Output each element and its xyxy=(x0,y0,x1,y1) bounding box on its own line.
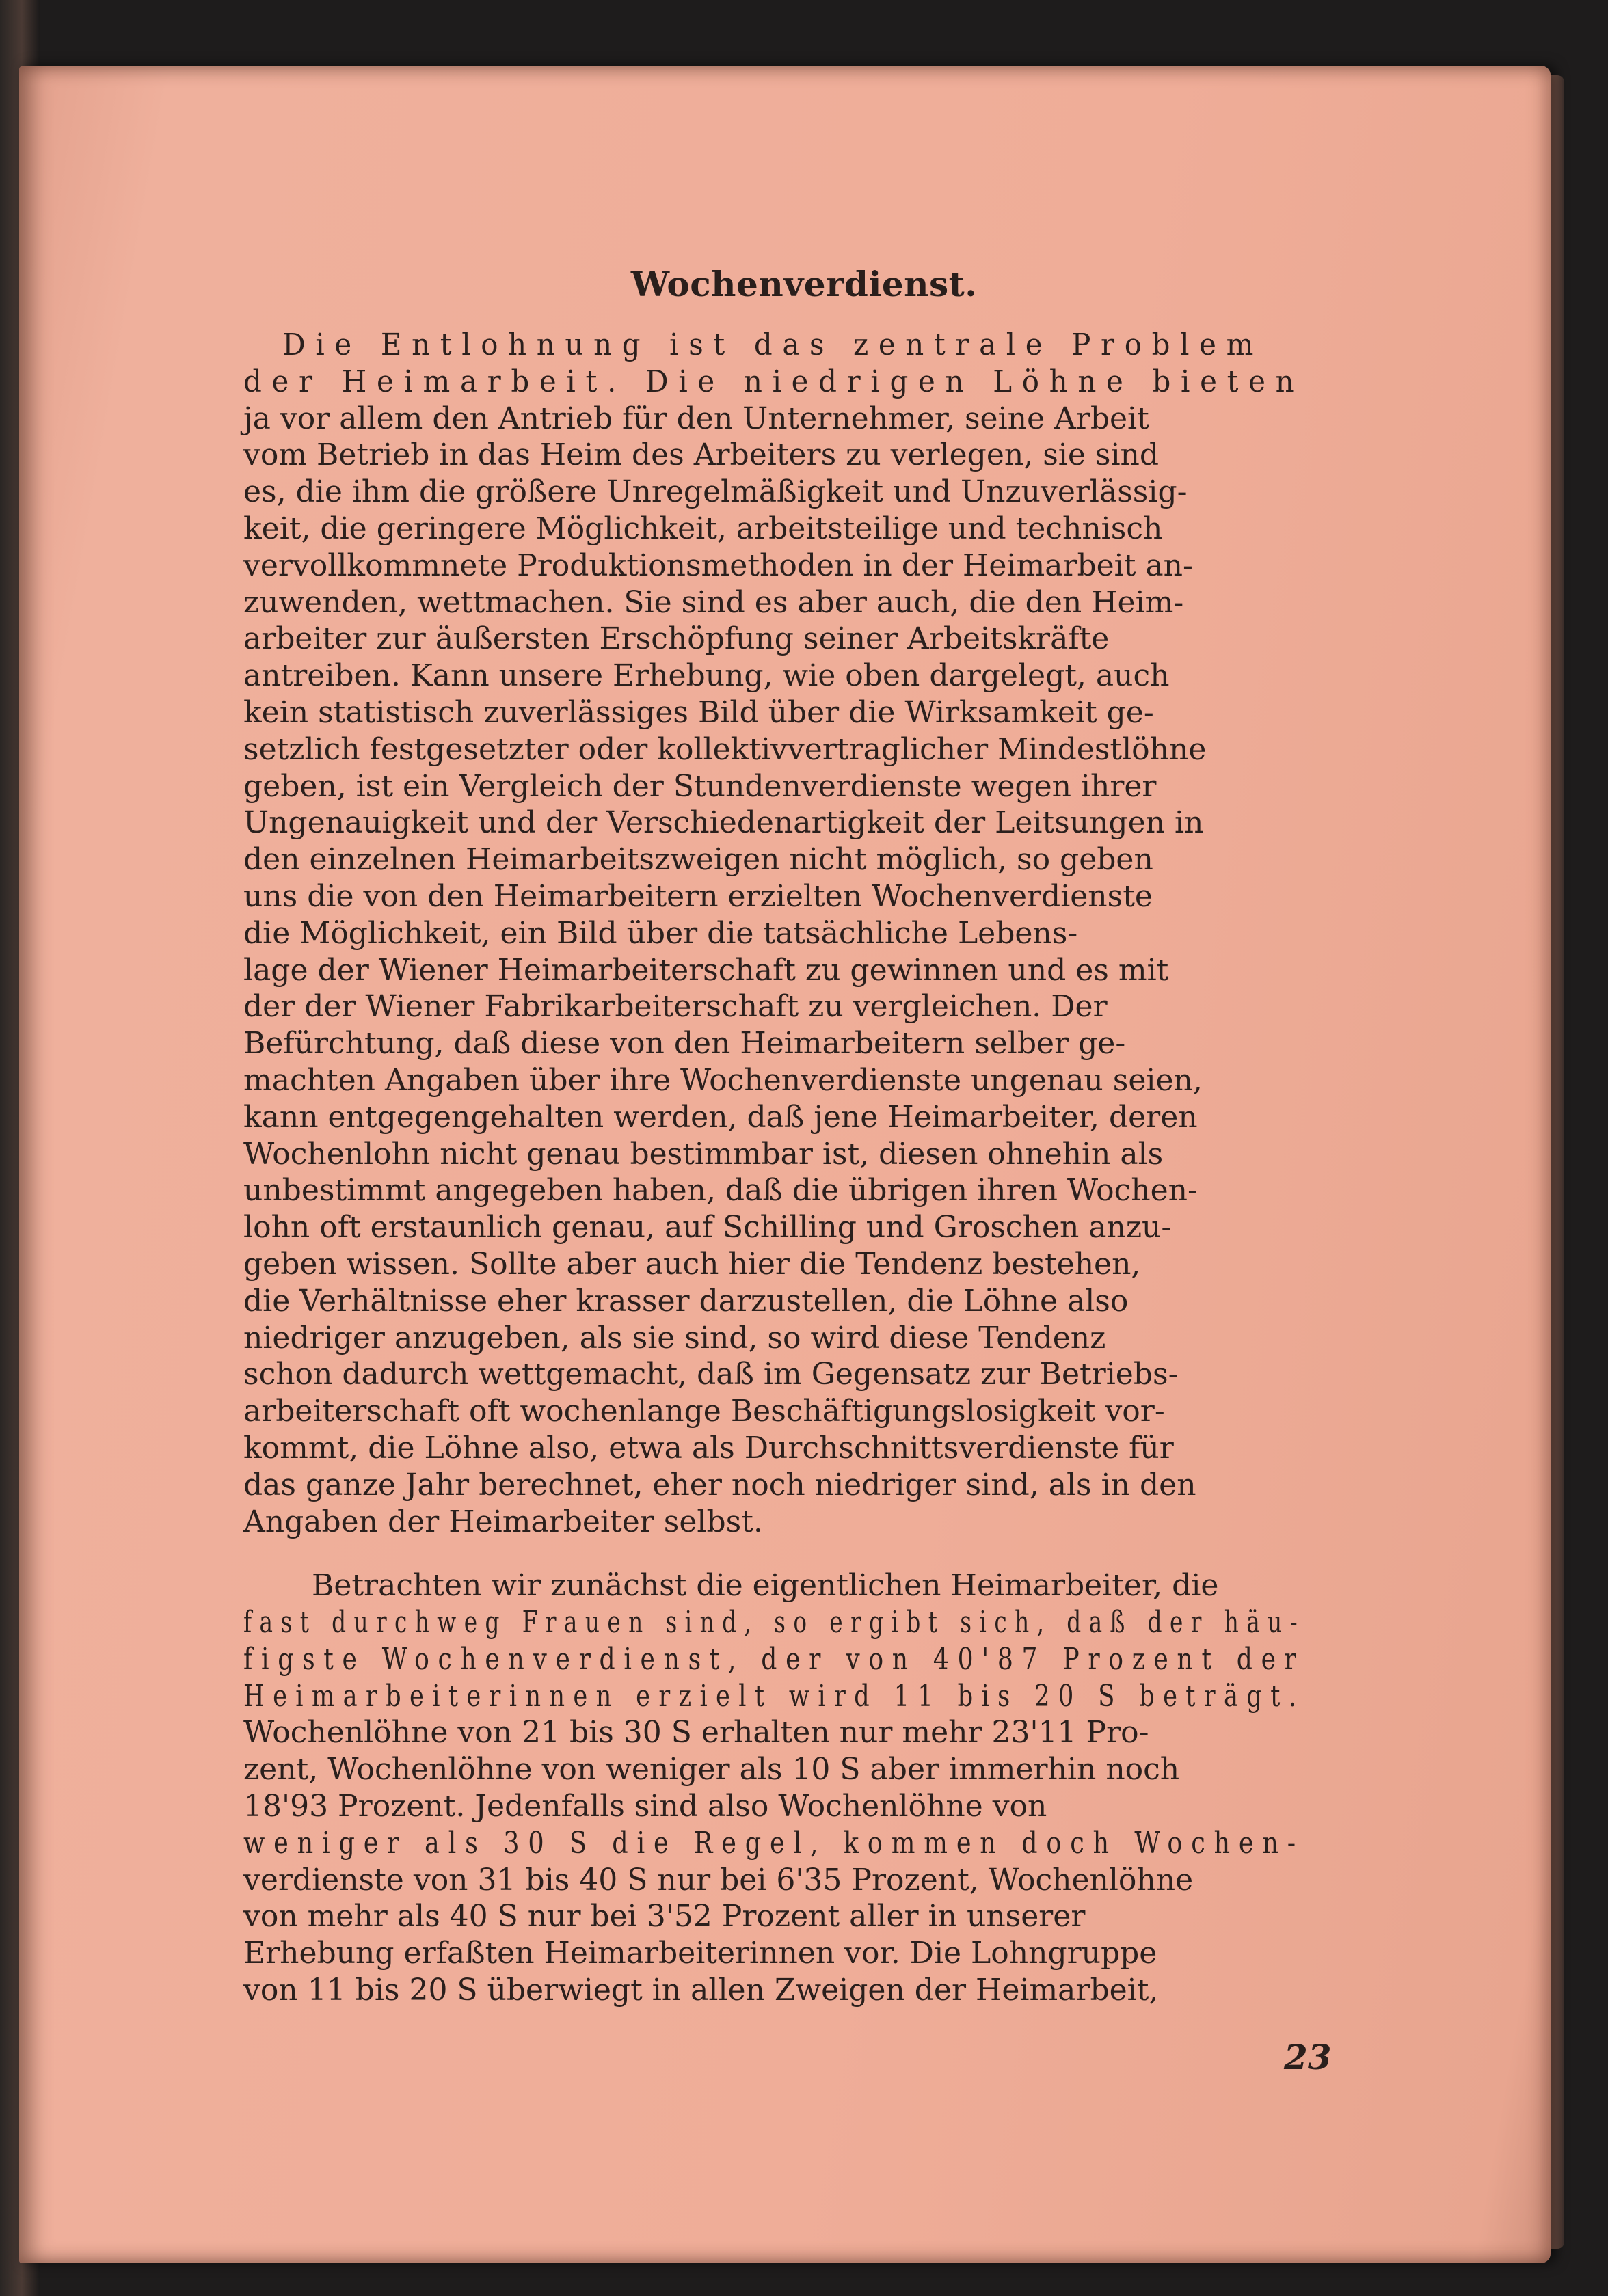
text-line: kann entgegengehalten werden, daß jene Heimarbeiter, deren xyxy=(243,1099,1198,1135)
text-line: verdienste von 31 bis 40 S nur bei 6'35 Prozent, Wochenlöhne xyxy=(243,1862,1194,1897)
text-line: Ungenauigkeit und der Verschiedenartigkeit der Leitsungen in xyxy=(243,805,1204,841)
text-line: zuwenden, wettmachen. Sie sind es aber auch, die den Heim- xyxy=(243,584,1184,620)
body-text xyxy=(243,327,1304,2009)
text-line: der der Wiener Fabrikarbeiterschaft zu vergleichen. Der xyxy=(243,989,1108,1025)
text-line: der Heimarbeit. Die niedrigen Löhne bieten xyxy=(243,364,1304,399)
text-line: zent, Wochenlöhne von weniger als 10 S aber immerhin noch xyxy=(243,1752,1180,1787)
text-line: lage der Wiener Heimarbeiterschaft zu gewinnen und es mit xyxy=(243,952,1169,988)
paragraph-1 xyxy=(243,327,1304,1540)
text-line: das ganze Jahr berechnet, eher noch niedriger sind, als in den xyxy=(243,1467,1196,1502)
text-line: Angaben der Heimarbeiter selbst. xyxy=(243,1504,763,1539)
text-line: von mehr als 40 S nur bei 3'52 Prozent aller in unserer xyxy=(243,1899,1086,1934)
text-line: kein statistisch zuverlässiges Bild über die Wirksamkeit ge- xyxy=(243,694,1154,730)
page-heading: Wochenverdienst. xyxy=(630,264,978,304)
text-line: Wochenlohn nicht genau bestimmbar ist, diesen ohnehin als xyxy=(243,1136,1164,1172)
text-line: Befürchtung, daß diese von den Heimarbeitern selber ge- xyxy=(243,1026,1126,1062)
text-line: Wochenlöhne von 21 bis 30 S erhalten nur mehr 23'11 Pro- xyxy=(243,1715,1149,1751)
text-line: lohn oft erstaunlich genau, auf Schilling und Groschen anzu- xyxy=(243,1210,1172,1245)
text-line: niedriger anzugeben, als sie sind, so wird diese Tendenz xyxy=(243,1320,1106,1355)
text-line: Die Entlohnung ist das zentrale Problem xyxy=(282,327,1263,362)
text-line: es, die ihm die größere Unregelmäßigkeit und Unzuverlässig- xyxy=(243,474,1188,510)
text-line: geben, ist ein Vergleich der Stundenverdienste wegen ihrer xyxy=(243,768,1157,804)
text-line: von 11 bis 20 S überwiegt in allen Zweigen der Heimarbeit, xyxy=(243,1973,1159,2008)
text-line: Heimarbeiterinnen erzielt wird 11 bis 20 S beträgt. xyxy=(243,1678,1305,1714)
text-line: schon dadurch wettgemacht, daß im Gegensatz zur Betriebs- xyxy=(243,1357,1179,1392)
text-line: arbeiter zur äußersten Erschöpfung seiner Arbeitskräfte xyxy=(243,621,1110,657)
text-line: kommt, die Löhne also, etwa als Durchschnittsverdienste für xyxy=(243,1430,1174,1466)
text-line: keit, die geringere Möglichkeit, arbeitsteilige und technisch xyxy=(243,511,1163,546)
text-line: 18'93 Prozent. Jedenfalls sind also Wochenlöhne von xyxy=(243,1789,1047,1824)
text-line: weniger als 30 S die Regel, kommen doch Wochen- xyxy=(243,1825,1304,1861)
text-line: vervollkommnete Produktionsmethoden in der Heimarbeit an- xyxy=(243,548,1193,583)
text-line: figste Wochenverdienst, der von 40'87 Prozent der xyxy=(243,1641,1305,1677)
text-line: Erhebung erfaßten Heimarbeiterinnen vor. Die Lohngruppe xyxy=(243,1936,1157,1971)
text-line: die Verhältnisse eher krasser darzustellen, die Löhne also xyxy=(243,1283,1129,1319)
text-line: setzlich festgesetzter oder kollektivvertraglicher Mindestlöhne xyxy=(243,731,1207,767)
text-line: machten Angaben über ihre Wochenverdienste ungenau seien, xyxy=(243,1062,1203,1098)
page-number: 23 xyxy=(1284,2037,1332,2077)
text-line: geben wissen. Sollte aber auch hier die Tendenz bestehen, xyxy=(243,1246,1141,1282)
text-line: unbestimmt angegeben haben, daß die übrigen ihren Wochen- xyxy=(243,1173,1198,1208)
text-line: ja vor allem den Antrieb für den Unternehmer, seine Arbeit xyxy=(243,401,1149,436)
text-line: vom Betrieb in das Heim des Arbeiters zu verlegen, sie sind xyxy=(243,437,1160,473)
text-line: den einzelnen Heimarbeitszweigen nicht möglich, so geben xyxy=(243,842,1153,878)
text-line: uns die von den Heimarbeitern erzielten Wochenverdienste xyxy=(243,878,1153,914)
text-line: die Möglichkeit, ein Bild über die tatsächliche Lebens- xyxy=(243,915,1078,951)
paragraph-2 xyxy=(243,1567,1304,2009)
text-line: fast durchweg Frauen sind, so ergibt sich, daß der häu- xyxy=(243,1605,1306,1640)
text-line: antreiben. Kann unsere Erhebung, wie oben dargelegt, auch xyxy=(243,658,1170,694)
text-line: arbeiterschaft oft wochenlange Beschäftigungslosigkeit vor- xyxy=(243,1394,1165,1429)
text-line: Betrachten wir zunächst die eigentlichen Heimarbeiter, die xyxy=(312,1568,1219,1604)
